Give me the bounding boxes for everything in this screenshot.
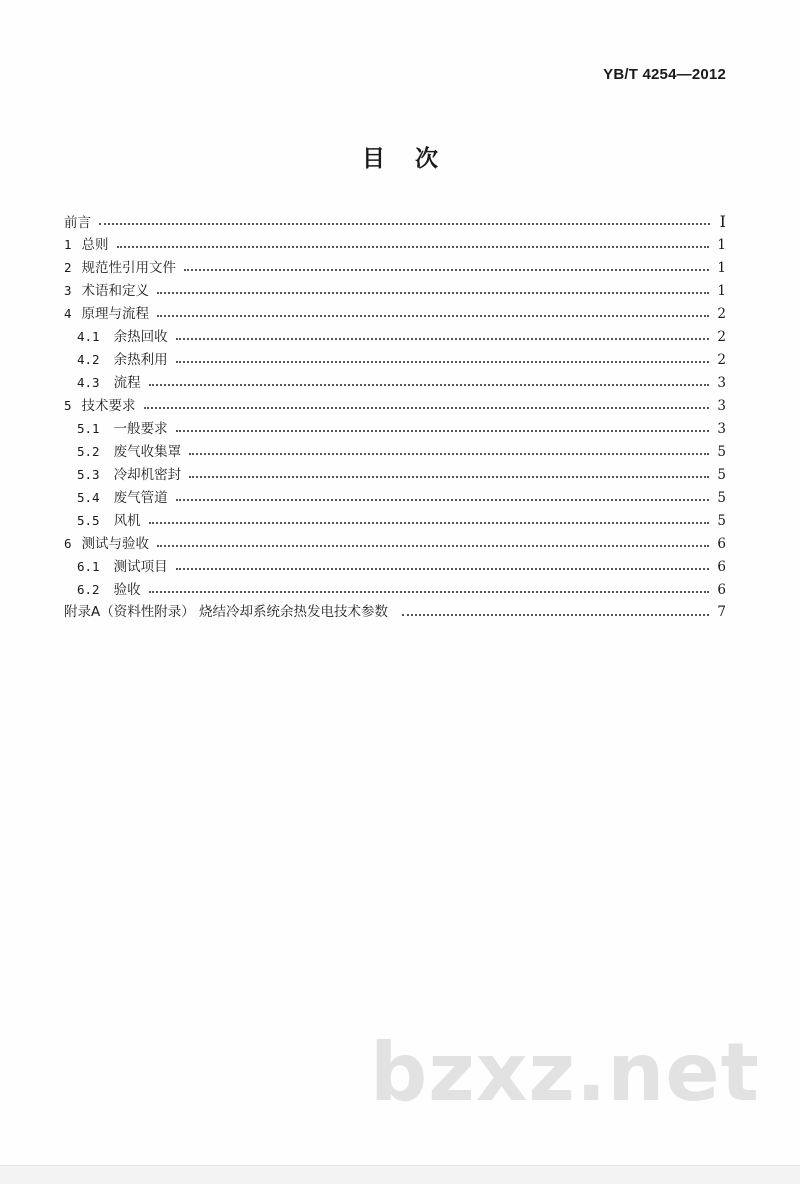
toc-entry-4-2[interactable] [64,348,726,371]
toc-entry-6-2[interactable] [64,578,726,601]
toc-entry-page: 1 [717,283,726,299]
toc-entry-appendix-a[interactable] [64,601,726,624]
toc-entry-number: 5.1 [77,421,100,436]
toc-entry-page: 2 [717,352,726,368]
toc-entry-6-1[interactable] [64,555,726,578]
toc-entry-title: 原理与流程 [81,306,150,322]
toc-entry-title: 余热利用 [113,352,168,368]
toc-entry-foreword[interactable] [64,210,726,233]
toc-entry-title: 测试项目 [113,559,168,575]
toc-entry-title: 规范性引用文件 [81,260,177,276]
toc-leader-dots [184,268,709,271]
toc-entry-5-3[interactable] [64,463,726,486]
toc-entry-page: 3 [717,421,726,437]
toc-entry-page: 2 [717,306,726,322]
table-of-contents [64,210,726,624]
toc-entry-4-1[interactable] [64,325,726,348]
toc-leader-dots [176,429,710,432]
toc-entry-number: 1 [64,237,72,252]
toc-entry-page: 6 [717,559,726,575]
toc-leader-dots [157,291,709,294]
toc-entry-title: 冷却机密封 [113,467,182,483]
toc-entry-title: 废气管道 [113,490,168,506]
toc-entry-6[interactable] [64,532,726,555]
toc-entry-number: 4 [64,306,72,321]
toc-entry-page: 5 [717,444,726,460]
toc-entry-page: 1 [717,260,726,276]
toc-entry-4[interactable] [64,302,726,325]
toc-entry-number: 6.2 [77,582,100,597]
toc-entry-2[interactable] [64,256,726,279]
toc-leader-dots [117,245,710,248]
toc-entry-title: 附录A（资料性附录） 烧结冷却系统余热发电技术参数 [64,604,389,620]
toc-entry-page: 7 [717,604,726,620]
toc-entry-5[interactable] [64,394,726,417]
toc-entry-title: 余热回收 [113,329,168,345]
toc-entry-title: 废气收集罩 [113,444,182,460]
toc-entry-title: 测试与验收 [81,536,150,552]
toc-entry-page: 3 [717,375,726,391]
toc-leader-dots [176,567,710,570]
page-title: 目次 [362,146,468,172]
toc-entry-number: 3 [64,283,72,298]
toc-entry-page: 2 [717,329,726,345]
watermark: bzxz.net [370,1026,760,1119]
toc-entry-number: 6 [64,536,72,551]
toc-entry-title: 风机 [113,513,141,529]
toc-entry-number: 5.3 [77,467,100,482]
toc-entry-number: 5 [64,398,72,413]
toc-entry-3[interactable] [64,279,726,302]
toc-entry-title: 流程 [113,375,141,391]
toc-leader-dots [149,521,710,524]
toc-entry-page: 5 [717,513,726,529]
toc-leader-dots [149,590,710,593]
toc-entry-number: 5.4 [77,490,100,505]
toc-entry-title: 术语和定义 [81,283,150,299]
toc-entry-1[interactable] [64,233,726,256]
toc-leader-dots [176,360,710,363]
toc-leader-dots [189,452,709,455]
toc-leader-dots [176,498,710,501]
toc-entry-title: 技术要求 [81,398,136,414]
toc-entry-5-2[interactable] [64,440,726,463]
toc-entry-page: 1 [717,237,726,253]
toc-entry-page: 3 [717,398,726,414]
toc-entry-page: 6 [717,582,726,598]
toc-leader-dots [176,337,710,340]
toc-entry-title: 一般要求 [113,421,168,437]
toc-leader-dots [157,544,709,547]
toc-leader-dots [189,475,709,478]
toc-entry-5-4[interactable] [64,486,726,509]
toc-leader-dots [157,314,709,317]
toc-leader-dots [149,383,710,386]
toc-entry-number: 6.1 [77,559,100,574]
toc-entry-number: 2 [64,260,72,275]
toc-entry-number: 4.3 [77,375,100,390]
page-bottom-edge [0,1165,800,1184]
toc-entry-5-5[interactable] [64,509,726,532]
toc-entry-page: 5 [717,467,726,483]
toc-entry-number: 4.2 [77,352,100,367]
toc-entry-title: 验收 [113,582,141,598]
toc-entry-5-1[interactable] [64,417,726,440]
toc-entry-title: 前言 [64,215,91,231]
toc-entry-title: 总则 [81,237,109,253]
toc-entry-number: 5.5 [77,513,100,528]
toc-leader-dots [402,613,709,616]
toc-entry-page: 6 [717,536,726,552]
toc-entry-page: I [719,212,726,231]
toc-entry-4-3[interactable] [64,371,726,394]
toc-leader-dots [144,406,710,409]
toc-entry-page: 5 [717,490,726,506]
toc-entry-number: 5.2 [77,444,100,459]
standard-code: YB/T 4254—2012 [603,66,726,83]
toc-entry-number: 4.1 [77,329,100,344]
toc-leader-dots [99,222,710,225]
